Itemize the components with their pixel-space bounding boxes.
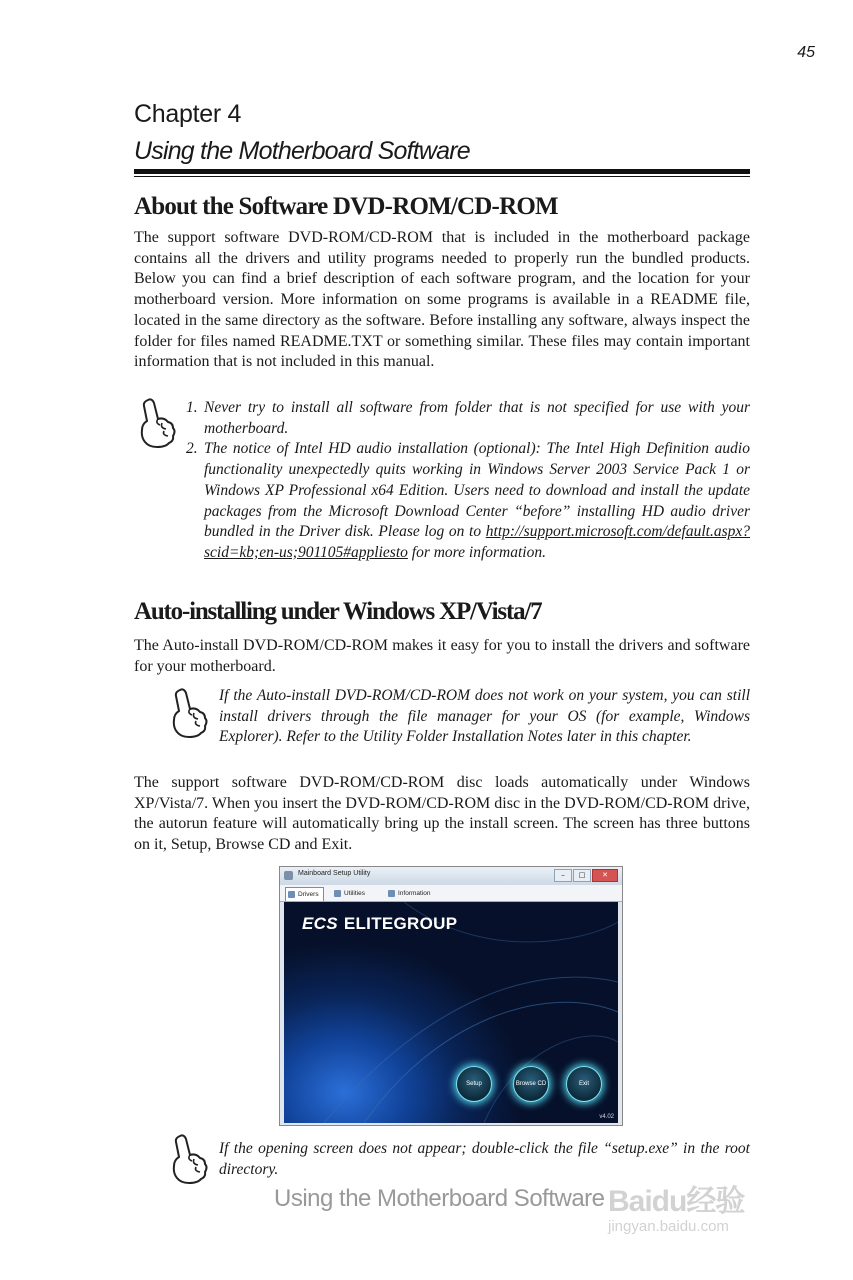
setup-button[interactable]: Setup	[456, 1066, 492, 1102]
pointing-hand-icon	[166, 1134, 208, 1184]
pointing-hand-icon	[166, 688, 208, 738]
install-screen	[284, 902, 618, 1123]
maximize-button[interactable]: □	[573, 869, 591, 882]
minimize-button[interactable]: –	[554, 869, 572, 882]
exit-button[interactable]: Exit	[566, 1066, 602, 1102]
section-heading-autoinstall: Auto-installing under Windows XP/Vista/7	[134, 598, 542, 625]
section-heading-about: About the Software DVD-ROM/CD-ROM	[134, 193, 558, 220]
baidu-watermark	[608, 1176, 744, 1235]
pointing-hand-icon	[134, 398, 176, 448]
setup-exe-note: If the opening screen does not appear; double-click the file “setup.exe” in the root directory.	[219, 1140, 750, 1178]
tab-utilities[interactable]: Utilities	[332, 887, 369, 900]
window-title: Mainboard Setup Utility	[298, 870, 371, 877]
chapter-label: Chapter 4	[134, 100, 242, 128]
chapter-rule-thick	[134, 169, 750, 174]
information-icon	[388, 890, 395, 897]
page-footer: Using the Motherboard Software	[274, 1185, 605, 1212]
tab-bar	[280, 885, 622, 902]
tab-drivers[interactable]: Drivers	[285, 887, 324, 901]
autoinstall-note: If the Auto-install DVD-ROM/CD-ROM does not work on your system, you can still install drivers through the file manager for your OS (for example, Windows Explorer). Refer to the Utility Folder Installation Notes later in this chapter.	[219, 687, 750, 746]
utilities-icon	[334, 890, 341, 897]
setup-utility-screenshot	[279, 866, 623, 1126]
note-item: 2. The notice of Intel HD audio installation (optional): The Intel High Definition audio functionality unexpectedly quits working in Windows Server 2003 Service Pack 1 or Windows XP Professional x64 Edition. Users need to download and install the update packages from the Microsoft Download Center “before” installing HD audio driver bundled in the Driver disk. Please log on to http://support.microsoft.com/default.aspx?scid=kb;en-us;901105#appliesto for more information.	[186, 440, 750, 561]
app-icon	[284, 871, 293, 880]
window-titlebar	[280, 867, 622, 885]
chapter-rule-thin	[134, 176, 750, 177]
notes-list	[186, 398, 750, 564]
window-controls	[554, 869, 618, 882]
watermark-url: jingyan.baidu.com	[608, 1218, 729, 1235]
page-number: 45	[797, 44, 815, 61]
version-label: v4.02	[599, 1114, 614, 1120]
note-item: 1. Never try to install all software from folder that is not specified for use with your motherboard.	[186, 399, 750, 437]
tab-information[interactable]: Information	[386, 887, 435, 900]
elitegroup-logo: ECS ELITEGROUP	[302, 914, 458, 933]
microsoft-support-link[interactable]: http://support.microsoft.com/default.aspx?scid=kb;en-us;901105#appliesto	[204, 523, 750, 561]
chapter-title: Using the Motherboard Software	[134, 137, 470, 165]
autoinstall-intro: The Auto-install DVD-ROM/CD-ROM makes it easy for you to install the drivers and software for your motherboard.	[134, 637, 750, 675]
autorun-paragraph: The support software DVD-ROM/CD-ROM disc loads automatically under Windows XP/Vista/7. When you insert the DVD-ROM/CD-ROM disc in the DVD-ROM/CD-ROM drive, the autorun feature will automatically bring up the install screen. The screen has three buttons on it, Setup, Browse CD and Exit.	[134, 774, 750, 854]
browse-cd-button[interactable]: Browse CD	[513, 1066, 549, 1102]
drivers-icon	[288, 891, 295, 898]
watermark-brand: Baidu经验	[608, 1185, 745, 1218]
about-paragraph: The support software DVD-ROM/CD-ROM that is included in the motherboard package contains all the drivers and utility programs needed to properly run the bundled products. Below you can find a brief description of each software program, and the location for your motherboard version. More information on some programs is available in a README file, located in the same directory as the software. Before installing any software, always inspect the folder for files named README.TXT or something similar. These files may contain important information that is not included in this manual.	[134, 229, 750, 371]
close-button[interactable]: ✕	[592, 869, 618, 882]
